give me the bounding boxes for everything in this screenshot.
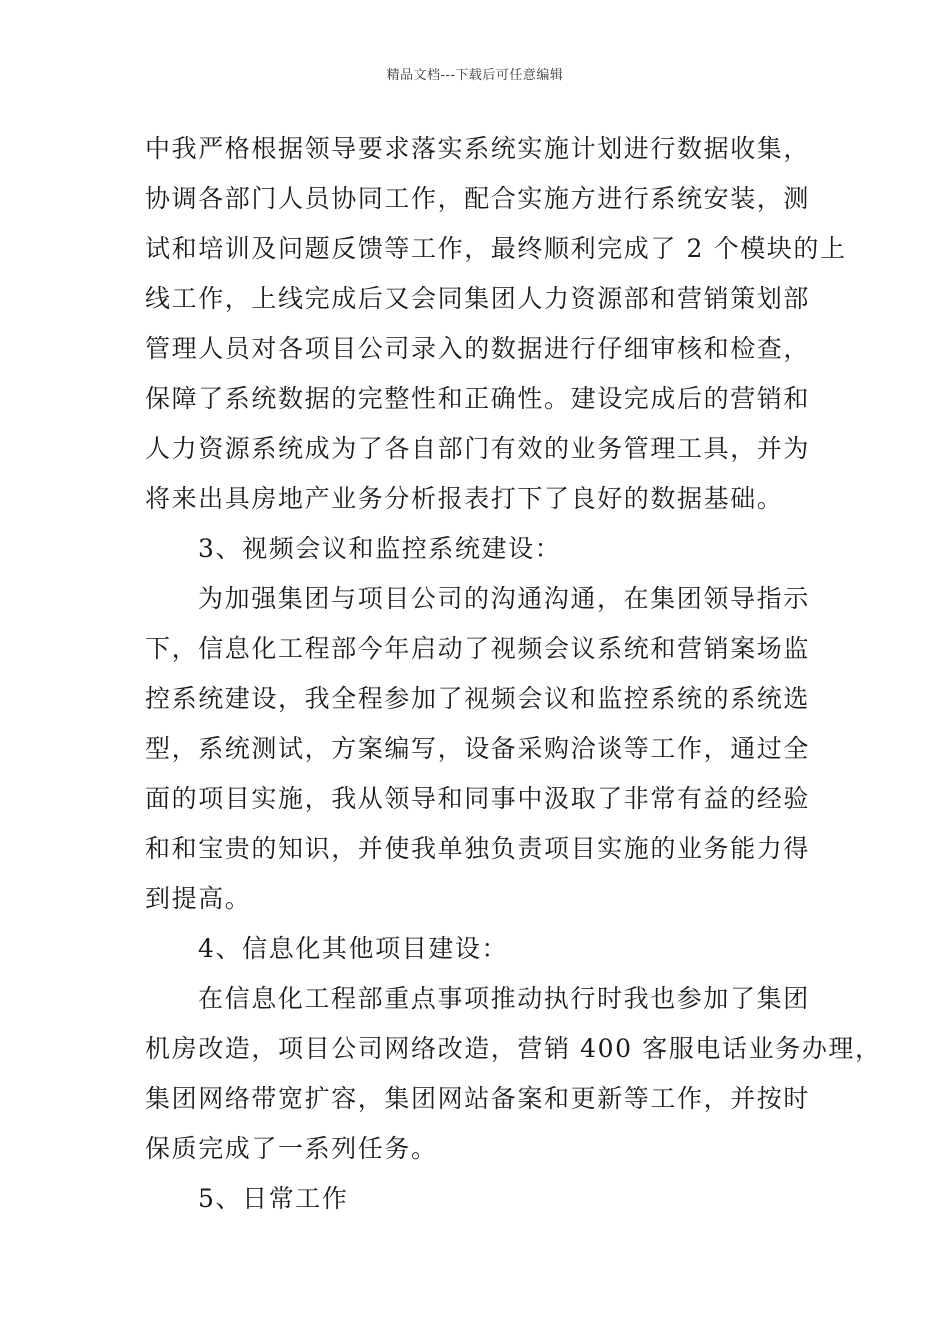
text-line: 到提高。 [145, 884, 252, 913]
section-heading: 3、视频会议和监控系统建设： [198, 534, 562, 563]
text-line: 型，系统测试，方案编写，设备采购洽谈等工作，通过全 [145, 734, 811, 763]
text-line: 机房改造，项目公司网络改造，营销 400 客服电话业务办理， [145, 1034, 882, 1063]
text-line: 人力资源系统成为了各自部门有效的业务管理工具，并为 [145, 434, 811, 463]
text-line: 下，信息化工程部今年启动了视频会议系统和营销案场监 [145, 634, 811, 663]
text-line: 面的项目实施，我从领导和同事中汲取了非常有益的经验 [145, 784, 811, 813]
page-header: 精品文档---下载后可任意编辑 [386, 68, 564, 83]
text-line: 保障了系统数据的完整性和正确性。建设完成后的营销和 [145, 384, 811, 413]
text-line: 和和宝贵的知识，并使我单独负责项目实施的业务能力得 [145, 834, 811, 863]
text-line: 协调各部门人员协同工作，配合实施方进行系统安装，测 [145, 184, 811, 213]
text-line: 控系统建设，我全程参加了视频会议和监控系统的系统选 [145, 684, 811, 713]
text-line: 将来出具房地产业务分析报表打下了良好的数据基础。 [145, 484, 784, 513]
text-line: 试和培训及问题反馈等工作，最终顺利完成了 2 个模块的上 [145, 234, 847, 263]
text-line: 管理人员对各项目公司录入的数据进行仔细审核和检查， [145, 334, 811, 363]
section-heading: 5、日常工作 [198, 1184, 349, 1213]
body-text [145, 124, 882, 1224]
text-line: 为加强集团与项目公司的沟通沟通，在集团领导指示 [198, 584, 810, 613]
text-line: 中我严格根据领导要求落实系统实施计划进行数据收集， [145, 134, 811, 163]
section-heading: 4、信息化其他项目建设： [198, 934, 509, 963]
text-line: 集团网络带宽扩容，集团网站备案和更新等工作，并按时 [145, 1084, 811, 1113]
text-line: 在信息化工程部重点事项推动执行时我也参加了集团 [198, 984, 810, 1013]
text-line: 保质完成了一系列任务。 [145, 1134, 438, 1163]
text-line: 线工作，上线完成后又会同集团人力资源部和营销策划部 [145, 284, 811, 313]
